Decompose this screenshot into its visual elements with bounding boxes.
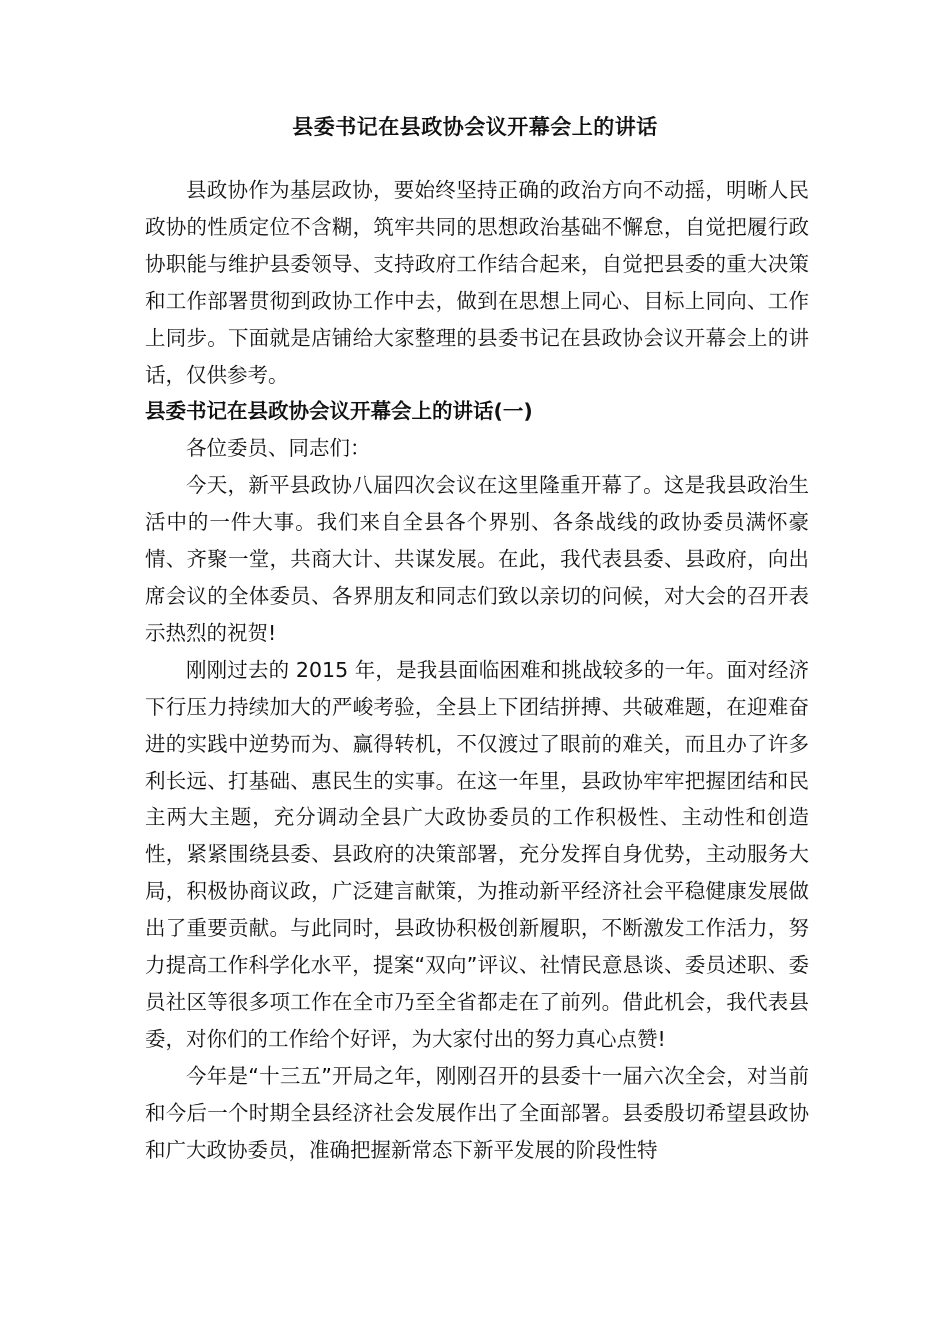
document-body: [145, 172, 809, 1168]
document-title: 县委书记在县政协会议开幕会上的讲话: [292, 115, 658, 139]
body-paragraph: 刚刚过去的 2015 年，是我县面临困难和挑战较多的一年。面对经济下行压力持续加大的严峻考验，全县上下团结拼搏、共破难题，在迎难奋进的实践中逆势而为、赢得转机，不仅渡过了眼前的难关，而且办了许多利长远、打基础、惠民生的实事。在这一年里，县政协牢牢把握团结和民主两大主题，充分调动全县广大政协委员的工作积极性、主动性和创造性，紧紧围绕县委、县政府的决策部署，充分发挥自身优势，主动服务大局，积极协商议政，广泛建言献策，为推动新平经济社会平稳健康发展做出了重要贡献。与此同时，县政协积极创新履职，不断激发工作活力，努力提高工作科学化水平，提案“双向”评议、社情民意恳谈、委员述职、委员社区等很多项工作在全市乃至全省都走在了前列。借此机会，我代表县委，对你们的工作给个好评，为大家付出的努力真心点赞!: [145, 657, 809, 1051]
section-heading: 县委书记在县政协会议开幕会上的讲话(一): [145, 399, 533, 424]
body-paragraph: 今天，新平县政协八届四次会议在这里隆重开幕了。这是我县政治生活中的一件大事。我们来自全县各个界别、各条战线的政协委员满怀豪情、齐聚一堂，共商大计、共谋发展。在此，我代表县委、县政府，向出席会议的全体委员、各界朋友和同志们致以亲切的问候，对大会的召开表示热烈的祝贺!: [145, 473, 809, 645]
intro-paragraph: 县政协作为基层政协，要始终坚持正确的政治方向不动摇，明晰人民政协的性质定位不含糊，筑牢共同的思想政治基础不懈怠，自觉把履行政协职能与维护县委领导、支持政府工作结合起来，自觉把县委的重大决策和工作部署贯彻到政协工作中去，做到在思想上同心、目标上同向、工作上同步。下面就是店铺给大家整理的县委书记在县政协会议开幕会上的讲话，仅供参考。: [145, 178, 809, 387]
salutation: 各位委员、同志们：: [186, 436, 371, 461]
body-paragraph: 今年是“十三五”开局之年，刚刚召开的县委十一届六次全会，对当前和今后一个时期全县经济社会发展作出了全面部署。县委殷切希望县政协和广大政协委员，准确把握新常态下新平发展的阶段性特: [145, 1063, 809, 1162]
